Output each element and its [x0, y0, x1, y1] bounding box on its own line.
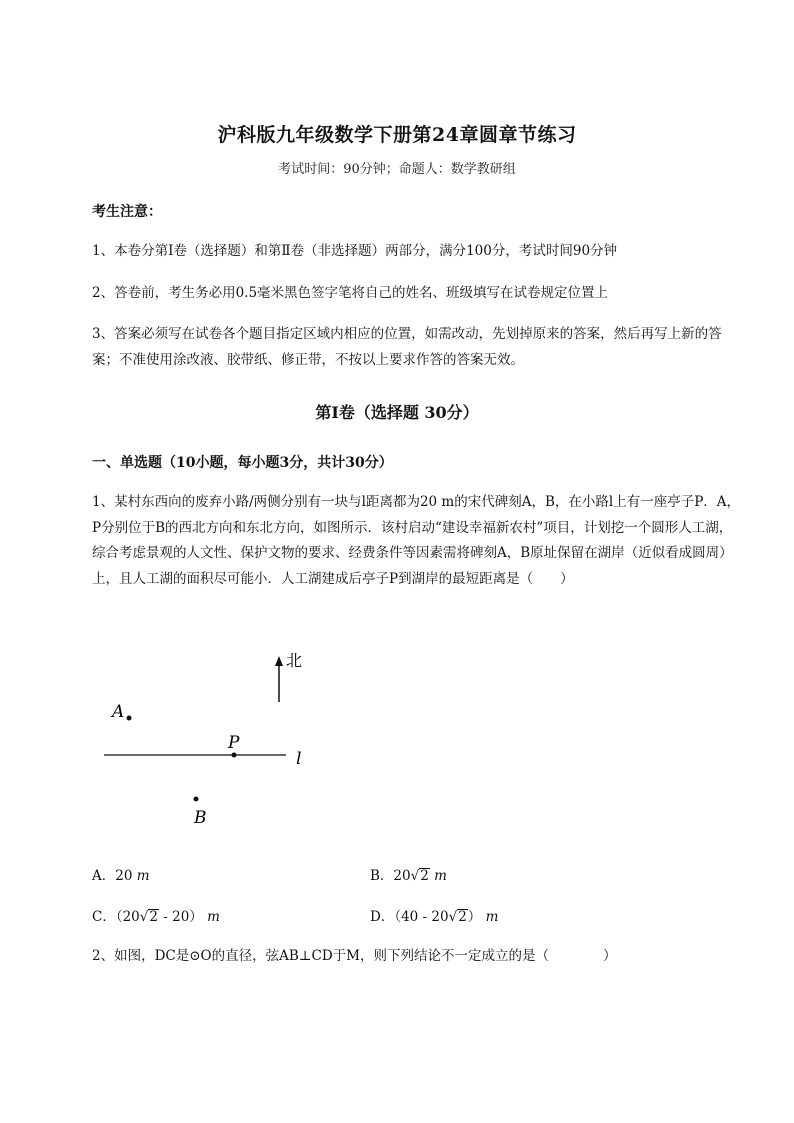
notice-item-3: 3、答案必须写在试卷各个题目指定区域内相应的位置，如需改动，先划掉原来的答案，然后再写上新的答案；不准使用涂改液、胶带纸、修正带，不按以上要求作答的答案无效。	[92, 326, 722, 368]
option-c[interactable]: C．（20√2 - 20） m	[92, 909, 220, 925]
notice-item-2: 2、答卷前，考生务必用0.5毫米黑色签字笔将自己的姓名、班级填写在试卷规定位置上	[92, 285, 609, 301]
exam-subtitle: 考试时间：90分钟；命题人：数学教研组	[278, 162, 516, 177]
point-p-label: P	[228, 733, 240, 753]
section-title: 第I卷（选择题 30分）	[315, 403, 479, 422]
sqrt-radicand: 2	[149, 909, 158, 925]
sqrt-radicand: 2	[420, 868, 429, 884]
north-arrow-icon	[275, 656, 283, 666]
notice-heading: 考生注意：	[92, 204, 162, 220]
point-b-label: B	[194, 808, 207, 828]
north-label: 北	[286, 651, 303, 670]
page-title: 沪科版九年级数学下册第24章圆章节练习	[217, 124, 577, 146]
option-a[interactable]: A．20 m	[92, 868, 150, 884]
notice-item-1: 1、本卷分第I卷（选择题）和第Ⅱ卷（非选择题）两部分，满分100分，考试时间90分钟	[92, 243, 618, 259]
option-d[interactable]: D．（40 - 20√2） m	[370, 909, 499, 925]
question-1-text: 1、某村东西向的废弃小路/两侧分别有一块与l距离都为20 m的宋代碑刻A，B，在小路l上有一座亭子P．A，P分别位于B的西北方向和东北方向，如图所示．该村启动“建设幸福新农村”项目，计划挖一个圆形人工湖，综合考虑景观的人文性、保护文物的要求、经费条件等因素需将碑刻A，B原址保留在湖岸（近似看成圆周）上，且人工湖的面积尽可能小．人工湖建成后亭子P到湖岸的最短距离是（ ）	[92, 494, 741, 587]
part-heading: 一、单选题（10小题，每小题3分，共计30分）	[92, 455, 393, 471]
point-p-dot	[232, 753, 237, 758]
line-l-label: l	[296, 749, 302, 769]
option-b[interactable]: B．20√2 m	[370, 868, 447, 884]
point-a-dot	[127, 716, 132, 721]
sqrt-radicand: 2	[458, 909, 467, 925]
point-b-dot	[194, 797, 199, 802]
point-a-label: A	[112, 702, 125, 722]
question-1-figure	[90, 640, 330, 840]
question-2-text: 2、如图，DC是⊙O的直径，弦AB⊥CD于M，则下列结论不一定成立的是（ ）	[92, 948, 617, 964]
